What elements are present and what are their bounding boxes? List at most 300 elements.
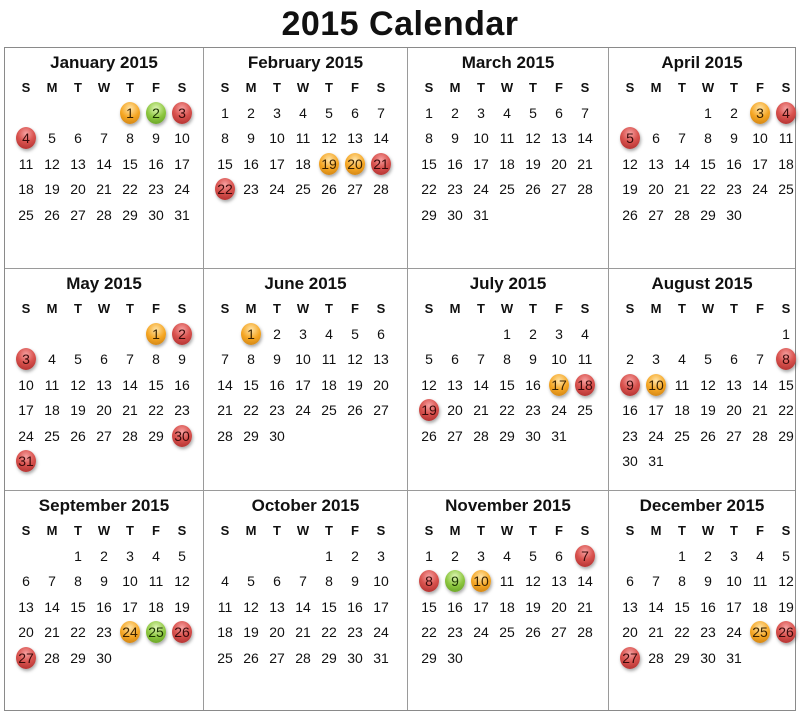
weekday-header: M [245, 80, 257, 95]
day-number: 23 [174, 402, 190, 419]
day-number: 28 [577, 181, 593, 198]
day-number: 18 [752, 598, 768, 615]
highlighted-day-number: 19 [419, 399, 439, 421]
day-cell [342, 177, 368, 203]
weekday-header: F [152, 301, 160, 316]
day-number: 12 [622, 155, 638, 172]
day-cell [368, 177, 394, 203]
day-cell [572, 594, 598, 620]
day-number: 8 [247, 351, 255, 368]
day-cell [169, 620, 195, 646]
day-number: 22 [421, 181, 437, 198]
day-cell [212, 151, 238, 177]
day-cell [747, 423, 773, 449]
day-number: 21 [752, 402, 768, 419]
day-number: 4 [299, 104, 307, 121]
weekday-header: F [152, 523, 160, 538]
day-number: 9 [730, 130, 738, 147]
day-number: 22 [243, 402, 259, 419]
day-cell [617, 177, 643, 203]
day-number: 18 [295, 155, 311, 172]
empty-day-cell [416, 321, 442, 347]
day-cell [695, 126, 721, 152]
day-cell [643, 569, 669, 595]
day-number: 6 [351, 104, 359, 121]
day-number: 11 [674, 376, 690, 393]
day-number: 21 [295, 624, 311, 641]
day-cell [264, 126, 290, 152]
day-cell [494, 620, 520, 646]
weekday-header: F [756, 523, 764, 538]
weekday-header: F [555, 301, 563, 316]
day-cell [13, 645, 39, 671]
empty-day-cell [695, 321, 721, 347]
day-cell [316, 645, 342, 671]
day-cell [721, 202, 747, 228]
day-number: 10 [295, 351, 311, 368]
day-number: 16 [269, 376, 285, 393]
day-cell [290, 177, 316, 203]
day-cell [117, 372, 143, 398]
day-number: 13 [648, 155, 664, 172]
day-number: 15 [499, 376, 515, 393]
day-cell [169, 594, 195, 620]
day-number: 10 [122, 573, 138, 590]
day-number: 7 [652, 573, 660, 590]
day-number: 14 [648, 598, 664, 615]
day-number: 15 [148, 376, 164, 393]
empty-day-cell [669, 321, 695, 347]
day-number: 13 [726, 376, 742, 393]
weekday-header: F [351, 301, 359, 316]
weekday-header: T [273, 80, 281, 95]
day-number: 26 [525, 181, 541, 198]
empty-day-cell [39, 100, 65, 126]
day-number: 23 [243, 181, 259, 198]
day-number: 12 [525, 130, 541, 147]
day-number: 27 [551, 181, 567, 198]
day-number: 4 [221, 573, 229, 590]
day-cell [342, 151, 368, 177]
day-number: 10 [269, 130, 285, 147]
day-cell [416, 151, 442, 177]
weekday-header: S [376, 301, 386, 316]
weekday-header: T [126, 523, 134, 538]
day-cell [520, 100, 546, 126]
day-cell [117, 594, 143, 620]
day-cell [442, 594, 468, 620]
day-number: 3 [126, 547, 134, 564]
day-number: 3 [299, 325, 307, 342]
day-cell [721, 398, 747, 424]
day-cell [617, 151, 643, 177]
day-number: 16 [174, 376, 190, 393]
day-cell [169, 569, 195, 595]
day-cell [65, 126, 91, 152]
day-cell [520, 321, 546, 347]
day-cell [264, 423, 290, 449]
weekday-header: S [21, 80, 31, 95]
day-cell [238, 151, 264, 177]
day-number: 28 [648, 649, 664, 666]
day-cell [91, 151, 117, 177]
day-cell [290, 569, 316, 595]
day-number: 31 [648, 453, 664, 470]
day-cell [91, 398, 117, 424]
day-cell [773, 594, 799, 620]
day-cell [494, 347, 520, 373]
day-cell [416, 126, 442, 152]
weekday-header: W [500, 523, 514, 538]
month-panel [204, 491, 408, 710]
day-cell [91, 177, 117, 203]
day-cell [264, 569, 290, 595]
day-cell [143, 620, 169, 646]
empty-day-cell [13, 100, 39, 126]
day-number: 8 [221, 130, 229, 147]
day-number: 9 [529, 351, 537, 368]
day-number: 19 [44, 181, 60, 198]
empty-day-cell [65, 100, 91, 126]
day-cell [520, 569, 546, 595]
month-title: August 2015 [651, 274, 753, 293]
day-number: 6 [377, 325, 385, 342]
day-cell [143, 543, 169, 569]
day-number: 6 [652, 130, 660, 147]
day-cell [695, 645, 721, 671]
weekday-header: M [650, 523, 662, 538]
highlighted-day-number: 31 [16, 450, 36, 472]
day-number: 14 [373, 130, 389, 147]
day-number: 16 [148, 155, 164, 172]
day-cell [316, 177, 342, 203]
day-number: 22 [148, 402, 164, 419]
day-number: 24 [752, 181, 768, 198]
day-cell [721, 100, 747, 126]
day-cell [212, 645, 238, 671]
day-number: 25 [577, 402, 593, 419]
day-number: 11 [44, 376, 60, 393]
day-number: 16 [700, 598, 716, 615]
weekday-header: T [273, 301, 281, 316]
day-cell [117, 423, 143, 449]
weekday-header: F [756, 301, 764, 316]
day-cell [468, 151, 494, 177]
day-cell [572, 151, 598, 177]
day-number: 2 [351, 547, 359, 564]
day-number: 27 [269, 649, 285, 666]
day-number: 4 [325, 325, 333, 342]
day-number: 30 [726, 206, 742, 223]
day-number: 11 [499, 573, 515, 590]
day-cell [143, 126, 169, 152]
day-cell [669, 398, 695, 424]
weekday-header: W [500, 80, 514, 95]
day-cell [773, 100, 799, 126]
day-number: 30 [96, 649, 112, 666]
day-cell [669, 202, 695, 228]
day-cell [290, 372, 316, 398]
weekday-header: W [701, 80, 715, 95]
day-number: 30 [700, 649, 716, 666]
day-number: 23 [96, 624, 112, 641]
day-number: 26 [347, 402, 363, 419]
day-cell [169, 151, 195, 177]
day-number: 19 [525, 598, 541, 615]
day-cell [65, 347, 91, 373]
day-cell [143, 151, 169, 177]
day-cell [695, 177, 721, 203]
day-cell [169, 372, 195, 398]
day-number: 6 [451, 351, 459, 368]
day-cell [773, 177, 799, 203]
day-cell [13, 620, 39, 646]
day-cell [316, 347, 342, 373]
day-cell [617, 398, 643, 424]
day-cell [212, 100, 238, 126]
day-number: 21 [473, 402, 489, 419]
highlighted-day-number: 25 [750, 621, 770, 643]
day-number: 31 [174, 206, 190, 223]
day-cell [643, 347, 669, 373]
month-panel [5, 269, 204, 491]
day-number: 23 [447, 624, 463, 641]
day-number: 9 [704, 573, 712, 590]
day-cell [316, 372, 342, 398]
empty-day-cell [617, 543, 643, 569]
day-cell [39, 202, 65, 228]
day-cell [290, 126, 316, 152]
day-cell [342, 543, 368, 569]
day-number: 16 [726, 155, 742, 172]
day-cell [572, 620, 598, 646]
empty-day-cell [617, 321, 643, 347]
day-cell [721, 372, 747, 398]
weekday-header: W [97, 80, 111, 95]
day-cell [773, 569, 799, 595]
day-cell [117, 543, 143, 569]
day-number: 2 [451, 547, 459, 564]
day-number: 17 [473, 155, 489, 172]
day-cell [117, 126, 143, 152]
day-number: 20 [373, 376, 389, 393]
day-number: 11 [752, 573, 768, 590]
day-cell [617, 594, 643, 620]
month-panel [609, 491, 795, 710]
day-number: 24 [295, 402, 311, 419]
day-cell [572, 372, 598, 398]
day-number: 13 [18, 598, 34, 615]
empty-day-cell [643, 100, 669, 126]
day-number: 22 [321, 624, 337, 641]
day-number: 29 [421, 649, 437, 666]
day-cell [442, 177, 468, 203]
day-cell [643, 202, 669, 228]
day-cell [368, 100, 394, 126]
day-cell [117, 347, 143, 373]
day-number: 17 [122, 598, 138, 615]
day-number: 16 [447, 598, 463, 615]
day-number: 18 [499, 155, 515, 172]
weekday-header: S [781, 80, 791, 95]
day-cell [13, 177, 39, 203]
day-number: 17 [752, 155, 768, 172]
month-title: December 2015 [639, 496, 765, 515]
day-number: 12 [700, 376, 716, 393]
day-cell [91, 202, 117, 228]
day-number: 8 [425, 130, 433, 147]
day-cell [65, 151, 91, 177]
day-number: 18 [44, 402, 60, 419]
day-cell [13, 449, 39, 475]
day-number: 17 [373, 598, 389, 615]
day-cell [238, 177, 264, 203]
day-number: 20 [18, 624, 34, 641]
days-grid [408, 297, 608, 449]
highlighted-day-number: 10 [471, 570, 491, 592]
day-number: 9 [351, 573, 359, 590]
day-cell [520, 594, 546, 620]
weekday-header: M [650, 301, 662, 316]
day-cell [747, 100, 773, 126]
day-number: 16 [96, 598, 112, 615]
day-cell [290, 321, 316, 347]
weekday-header: T [730, 523, 738, 538]
day-cell [416, 645, 442, 671]
day-number: 3 [477, 104, 485, 121]
empty-day-cell [13, 543, 39, 569]
day-cell [91, 126, 117, 152]
day-cell [617, 126, 643, 152]
day-cell [669, 543, 695, 569]
day-cell [468, 620, 494, 646]
day-number: 11 [499, 130, 515, 147]
day-cell [721, 126, 747, 152]
weekday-header: F [555, 523, 563, 538]
empty-day-cell [212, 321, 238, 347]
day-cell [143, 594, 169, 620]
day-number: 29 [700, 206, 716, 223]
day-number: 6 [74, 130, 82, 147]
day-cell [747, 151, 773, 177]
day-cell [65, 594, 91, 620]
empty-day-cell [468, 321, 494, 347]
highlighted-day-number: 17 [549, 374, 569, 396]
day-number: 26 [243, 649, 259, 666]
weekday-header: S [220, 523, 230, 538]
day-cell [169, 100, 195, 126]
day-number: 2 [704, 547, 712, 564]
day-number: 2 [730, 104, 738, 121]
day-cell [13, 372, 39, 398]
day-number: 15 [700, 155, 716, 172]
day-cell [65, 569, 91, 595]
day-cell [572, 398, 598, 424]
day-cell [368, 543, 394, 569]
day-cell [747, 372, 773, 398]
day-number: 6 [22, 573, 30, 590]
day-number: 11 [321, 351, 337, 368]
weekday-header: T [126, 301, 134, 316]
day-cell [695, 543, 721, 569]
day-number: 20 [70, 181, 86, 198]
day-number: 31 [551, 427, 567, 444]
weekday-header: T [273, 523, 281, 538]
day-number: 12 [778, 573, 794, 590]
day-cell [572, 126, 598, 152]
day-cell [39, 347, 65, 373]
day-cell [643, 126, 669, 152]
highlighted-day-number: 2 [172, 323, 192, 345]
weekday-header: W [296, 80, 310, 95]
weekday-header: M [449, 523, 461, 538]
weekday-header: T [477, 80, 485, 95]
weekday-header: S [177, 80, 187, 95]
weekday-header: F [351, 523, 359, 538]
day-cell [238, 569, 264, 595]
day-number: 20 [96, 402, 112, 419]
day-number: 25 [674, 427, 690, 444]
day-cell [546, 100, 572, 126]
weekday-header: S [376, 80, 386, 95]
day-number: 15 [122, 155, 138, 172]
day-cell [65, 423, 91, 449]
days-grid [609, 297, 795, 474]
highlighted-day-number: 7 [575, 545, 595, 567]
day-cell [773, 372, 799, 398]
day-cell [342, 620, 368, 646]
day-number: 14 [473, 376, 489, 393]
day-number: 21 [44, 624, 60, 641]
day-number: 13 [70, 155, 86, 172]
weekday-header: T [477, 301, 485, 316]
day-cell [342, 569, 368, 595]
day-number: 17 [726, 598, 742, 615]
day-number: 26 [700, 427, 716, 444]
day-cell [238, 423, 264, 449]
day-cell [468, 594, 494, 620]
highlighted-day-number: 20 [345, 153, 365, 175]
day-number: 8 [704, 130, 712, 147]
day-cell [342, 645, 368, 671]
day-number: 24 [473, 181, 489, 198]
page-title: 2015 Calendar [281, 5, 519, 43]
day-cell [494, 543, 520, 569]
weekday-header: M [46, 80, 58, 95]
day-cell [91, 569, 117, 595]
day-number: 30 [622, 453, 638, 470]
day-cell [468, 543, 494, 569]
day-cell [520, 423, 546, 449]
day-number: 20 [551, 598, 567, 615]
day-cell [695, 620, 721, 646]
day-cell [39, 177, 65, 203]
day-number: 28 [44, 649, 60, 666]
day-cell [39, 126, 65, 152]
day-cell [39, 620, 65, 646]
day-cell [669, 347, 695, 373]
day-number: 13 [622, 598, 638, 615]
day-cell [468, 569, 494, 595]
day-cell [721, 569, 747, 595]
day-cell [212, 347, 238, 373]
day-number: 12 [321, 130, 337, 147]
day-cell [416, 398, 442, 424]
day-cell [416, 202, 442, 228]
day-number: 23 [148, 181, 164, 198]
day-number: 3 [730, 547, 738, 564]
day-cell [91, 645, 117, 671]
